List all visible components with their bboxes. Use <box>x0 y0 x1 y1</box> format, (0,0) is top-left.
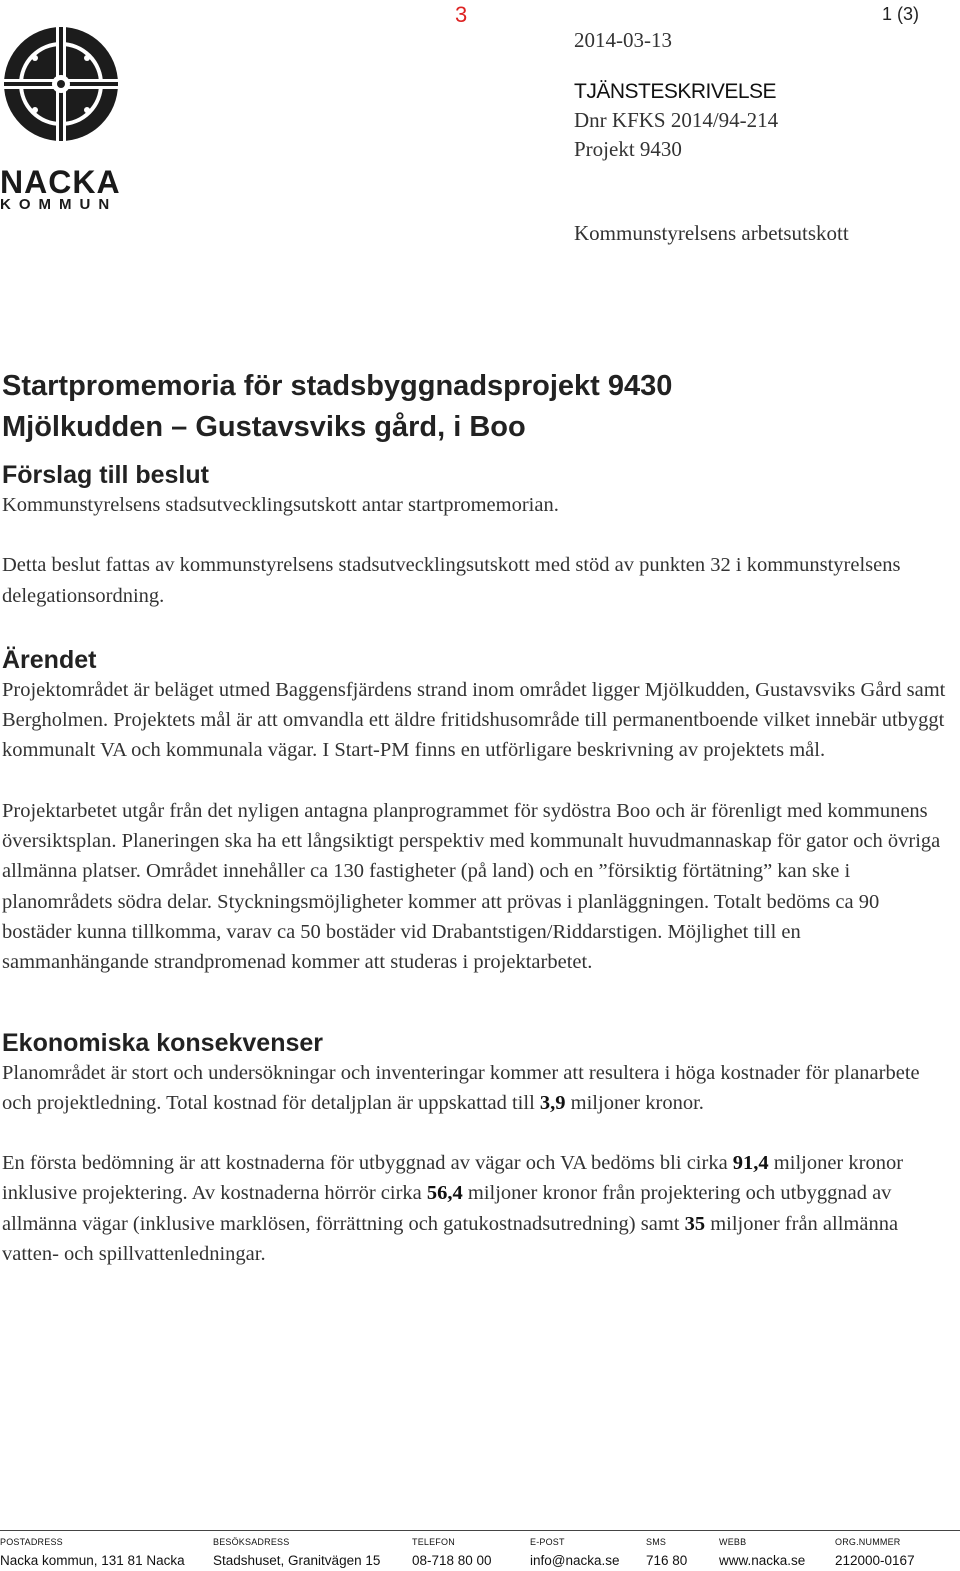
arendet-paragraph-1: Projektområdet är beläget utmed Baggensfjärdens strand inom området ligger Mjölkudden, Gustavsviks Gård samt Bergholmen. Projektets mål är att omvandla ett äldre fritidshusområde till permanentboende vilket innebär utbyggt kommunalt VA och kommunala vägar. I Start-PM finns en utförligare beskrivning av projektets mål. <box>2 678 946 762</box>
forslag-paragraph-2: Detta beslut fattas av kommunstyrelsens stadsutvecklingsutskott med stöd av punkten 32 i kommunstyrelsens delegationsordning. <box>2 554 901 607</box>
document-type: TJÄNSTESKRIVELSE <box>574 80 777 103</box>
ekonomi-paragraph-1 <box>2 1058 952 1119</box>
ekonomi-paragraph-2 <box>2 1148 952 1269</box>
logo-name: NACKA <box>0 164 121 200</box>
ekonomi-p1-text-b: miljoner kronor. <box>565 1091 704 1114</box>
footer-label: E-POST <box>530 1537 565 1547</box>
footer-sms <box>646 1536 687 1570</box>
cost-roads: 56,4 <box>426 1182 463 1205</box>
footer-epost <box>530 1536 620 1570</box>
footer-label: WEBB <box>719 1537 747 1547</box>
footer-divider <box>0 1530 960 1531</box>
logo-sub: KOMMUN <box>0 196 118 213</box>
ekonomi-p2-text-a: En första bedömning är att kostnaderna för utbyggnad av vägar och VA bedöms bli cirka <box>2 1152 733 1175</box>
footer-label: SMS <box>646 1537 667 1547</box>
ekonomi-heading: Ekonomiska konsekvenser <box>2 1028 323 1057</box>
document-project: Projekt 9430 <box>574 137 682 161</box>
title-line-1: Startpromemoria för stadsbyggnadsprojekt 9430 <box>2 370 673 402</box>
ekonomi-p2-text-c: miljoner kronor från projektering och utbyggnad av allmänna vägar (inklusive marklösen, förrättning och gatukostnadsutredning) samt <box>2 1182 892 1235</box>
document-title <box>2 366 952 448</box>
forslag-heading: Förslag till beslut <box>2 461 209 489</box>
footer-value: www.nacka.se <box>719 1553 806 1568</box>
recipient: Kommunstyrelsens arbetsutskott <box>574 221 849 245</box>
document-date: 2014-03-13 <box>574 28 672 52</box>
ekonomi-p2-text-b: miljoner kronor inklusive projektering. Av kostnaderna hörrör cirka <box>2 1152 904 1205</box>
footer-webb <box>719 1536 805 1570</box>
page-mark: 3 <box>455 2 468 27</box>
footer-value: 08-718 80 00 <box>412 1553 492 1568</box>
nacka-kommun-logo <box>0 24 124 213</box>
footer-label: POSTADRESS <box>0 1537 63 1547</box>
footer-value: 716 80 <box>646 1553 688 1568</box>
arendet-heading: Ärendet <box>2 645 97 674</box>
cost-detailplan: 3,9 <box>539 1091 566 1114</box>
footer-label: BESÖKSADRESS <box>213 1537 290 1547</box>
document-dnr: Dnr KFKS 2014/94-214 <box>574 108 779 132</box>
document-body <box>2 366 952 1269</box>
cost-water: 35 <box>684 1212 706 1235</box>
ekonomi-p2-text-d: miljoner från allmänna vatten- och spillvattenledningar. <box>2 1212 899 1266</box>
footer-value: 212000-0167 <box>835 1553 915 1568</box>
ekonomi-p1-text-a: Planområdet är stort och undersökningar och inventeringar kommer att resultera i höga kostnader för planarbete och projektledning. Total kostnad för detaljplan är uppskattad till <box>2 1061 920 1114</box>
footer-postadress <box>0 1536 185 1570</box>
footer-besoksadress <box>213 1536 380 1570</box>
footer-value: Stadshuset, Granitvägen 15 <box>213 1553 381 1568</box>
forslag-paragraph-1: Kommunstyrelsens stadsutvecklingsutskott antar startpromemorian. <box>2 494 559 516</box>
footer-telefon <box>412 1536 492 1570</box>
cost-total: 91,4 <box>732 1152 769 1175</box>
footer-value: Nacka kommun, 131 81 Nacka <box>0 1553 185 1568</box>
page-count: 1 (3) <box>882 4 920 24</box>
footer-value: info@nacka.se <box>530 1553 620 1568</box>
document-header <box>574 26 778 164</box>
nacka-emblem-icon <box>2 24 120 144</box>
footer-label: TELEFON <box>412 1537 455 1547</box>
arendet-paragraph-2: Projektarbetet utgår från det nyligen antagna planprogrammet för sydöstra Boo och är förenligt med kommunens översiktsplan. Planeringen ska ha ett långsiktigt perspektiv med kommunalt huvudmannaskap för gator och övriga allmänna platser. Området innehåller ca 130 fastigheter (på land) och en ”försiktig förtätning” kan ske i planområdets södra delar. Styckningsmöjligheter kommer att prövas i planläggningen. Totalt bedöms ca 90 bostäder kunna tillkomma, varav ca 50 bostäder vid Drabantstigen/Riddarstigen. Möjlighet till en sammanhängande strandpromenad kommer att studeras i projektarbetet. <box>2 799 941 974</box>
footer-orgnummer <box>835 1536 915 1570</box>
footer-label: ORG.NUMMER <box>835 1537 901 1547</box>
title-line-2: Mjölkudden – Gustavsviks gård, i Boo <box>2 411 526 443</box>
